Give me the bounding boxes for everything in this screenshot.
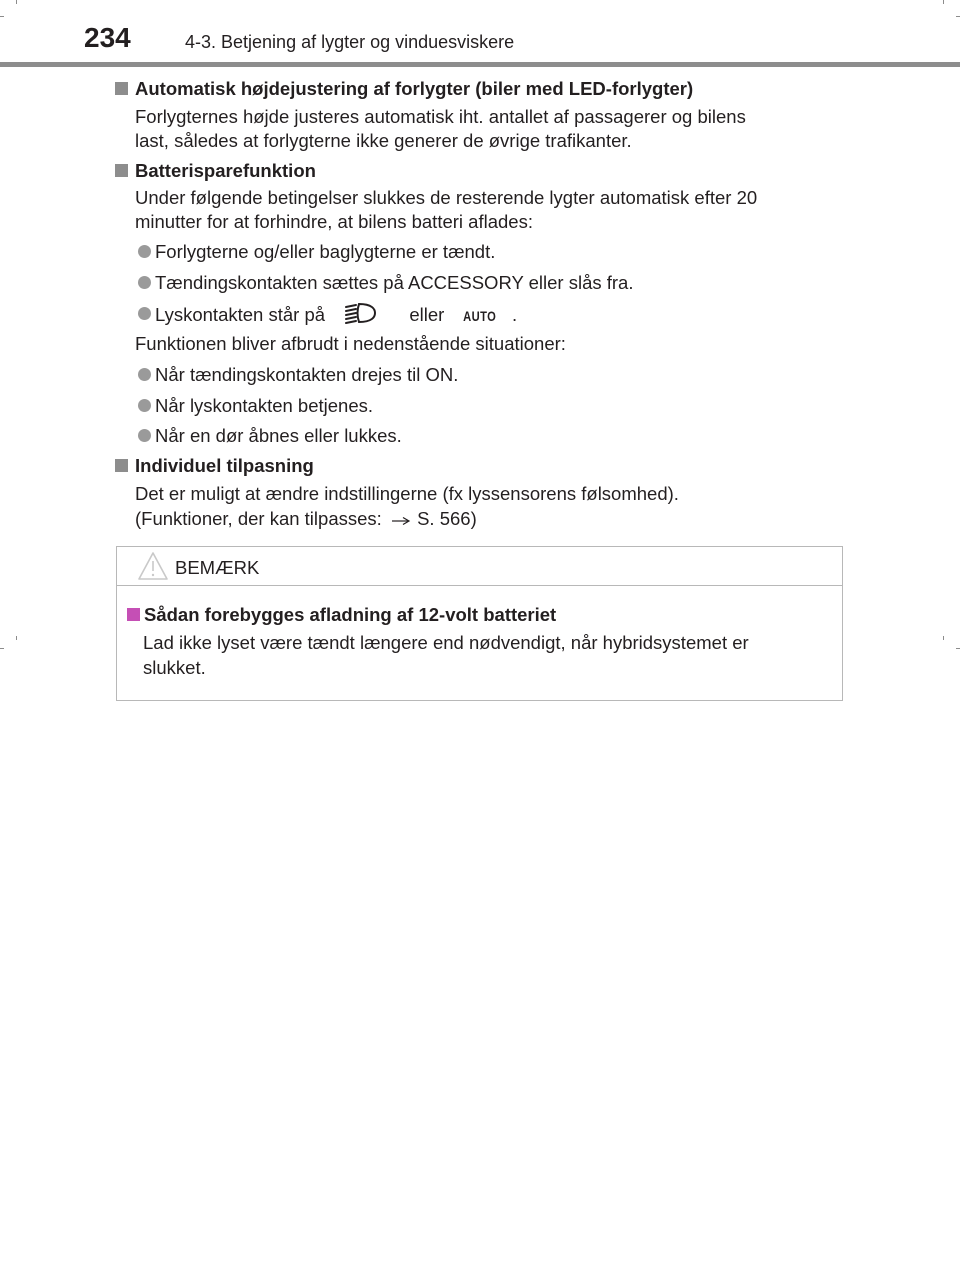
crop-mark: [943, 636, 944, 640]
switch-suffix: .: [511, 303, 518, 325]
headlight-icon: [344, 301, 378, 331]
section-heading-battery-saver: Batterisparefunktion: [135, 160, 316, 181]
notice-line: slukket.: [143, 657, 206, 678]
notice-box: [116, 546, 843, 701]
crop-mark: [0, 648, 4, 649]
section-marker: [115, 164, 128, 177]
paragraph-line: Det er muligt at ændre indstillingerne (fx lyssensorens følsomhed).: [135, 483, 679, 504]
section-heading-custom: Individuel tilpasning: [135, 455, 314, 476]
list-item: Tændingskontakten sættes på ACCESSORY eller slås fra.: [155, 272, 634, 293]
paragraph-line: Funktionen bliver afbrudt i nedenstående situationer:: [135, 333, 566, 354]
header-rule: [0, 62, 960, 67]
reference-page[interactable]: S. 566): [417, 508, 477, 529]
paragraph-line: Forlygternes højde justeres automatisk iht. antallet af passagerer og bilens: [135, 106, 746, 127]
paragraph-line-reference: [135, 506, 477, 533]
bullet: [138, 245, 151, 258]
section-marker: [115, 82, 128, 95]
page-number: 234: [84, 22, 131, 53]
bullet: [138, 429, 151, 442]
paragraph-line: Under følgende betingelser slukkes de resterende lygter automatisk efter 20: [135, 187, 758, 208]
auto-icon: AUTO: [463, 307, 497, 324]
list-item: Forlygterne og/eller baglygterne er tændt.: [155, 241, 496, 262]
list-item-switch: [155, 301, 517, 331]
arrow-right-icon: [391, 508, 411, 533]
bullet: [138, 399, 151, 412]
paragraph-line: last, således at forlygterne ikke generer de øvrige trafikanter.: [135, 130, 632, 151]
notice-heading: Sådan forebygges afladning af 12-volt batteriet: [144, 604, 557, 625]
crop-mark: [16, 636, 17, 640]
reference-prefix: (Funktioner, der kan tilpasses:: [135, 508, 382, 529]
list-item: Når lyskontakten betjenes.: [155, 395, 374, 416]
warning-icon: [137, 551, 169, 586]
notice-line: Lad ikke lyset være tændt længere end nødvendigt, når hybridsystemet er: [143, 632, 749, 653]
paragraph-line: minutter for at forhindre, at bilens batteri aflades:: [135, 211, 533, 232]
crop-mark: [956, 648, 960, 649]
notice-section-marker: [127, 608, 140, 621]
switch-prefix: Lyskontakten står på: [155, 303, 326, 325]
chapter-title: 4-3. Betjening af lygter og vinduesviskere: [185, 32, 515, 52]
bullet: [138, 307, 151, 320]
notice-title: BEMÆRK: [175, 557, 260, 578]
page-header: [0, 0, 960, 72]
list-item: Når en dør åbnes eller lukkes.: [155, 425, 402, 446]
section-marker: [115, 459, 128, 472]
bullet: [138, 368, 151, 381]
list-item: Når tændingskontakten drejes til ON.: [155, 364, 459, 385]
section-heading-auto-height: Automatisk højdejustering af forlygter (biler med LED-forlygter): [135, 78, 694, 99]
notice-header: [117, 547, 842, 586]
bullet: [138, 276, 151, 289]
switch-middle: eller: [409, 303, 445, 325]
